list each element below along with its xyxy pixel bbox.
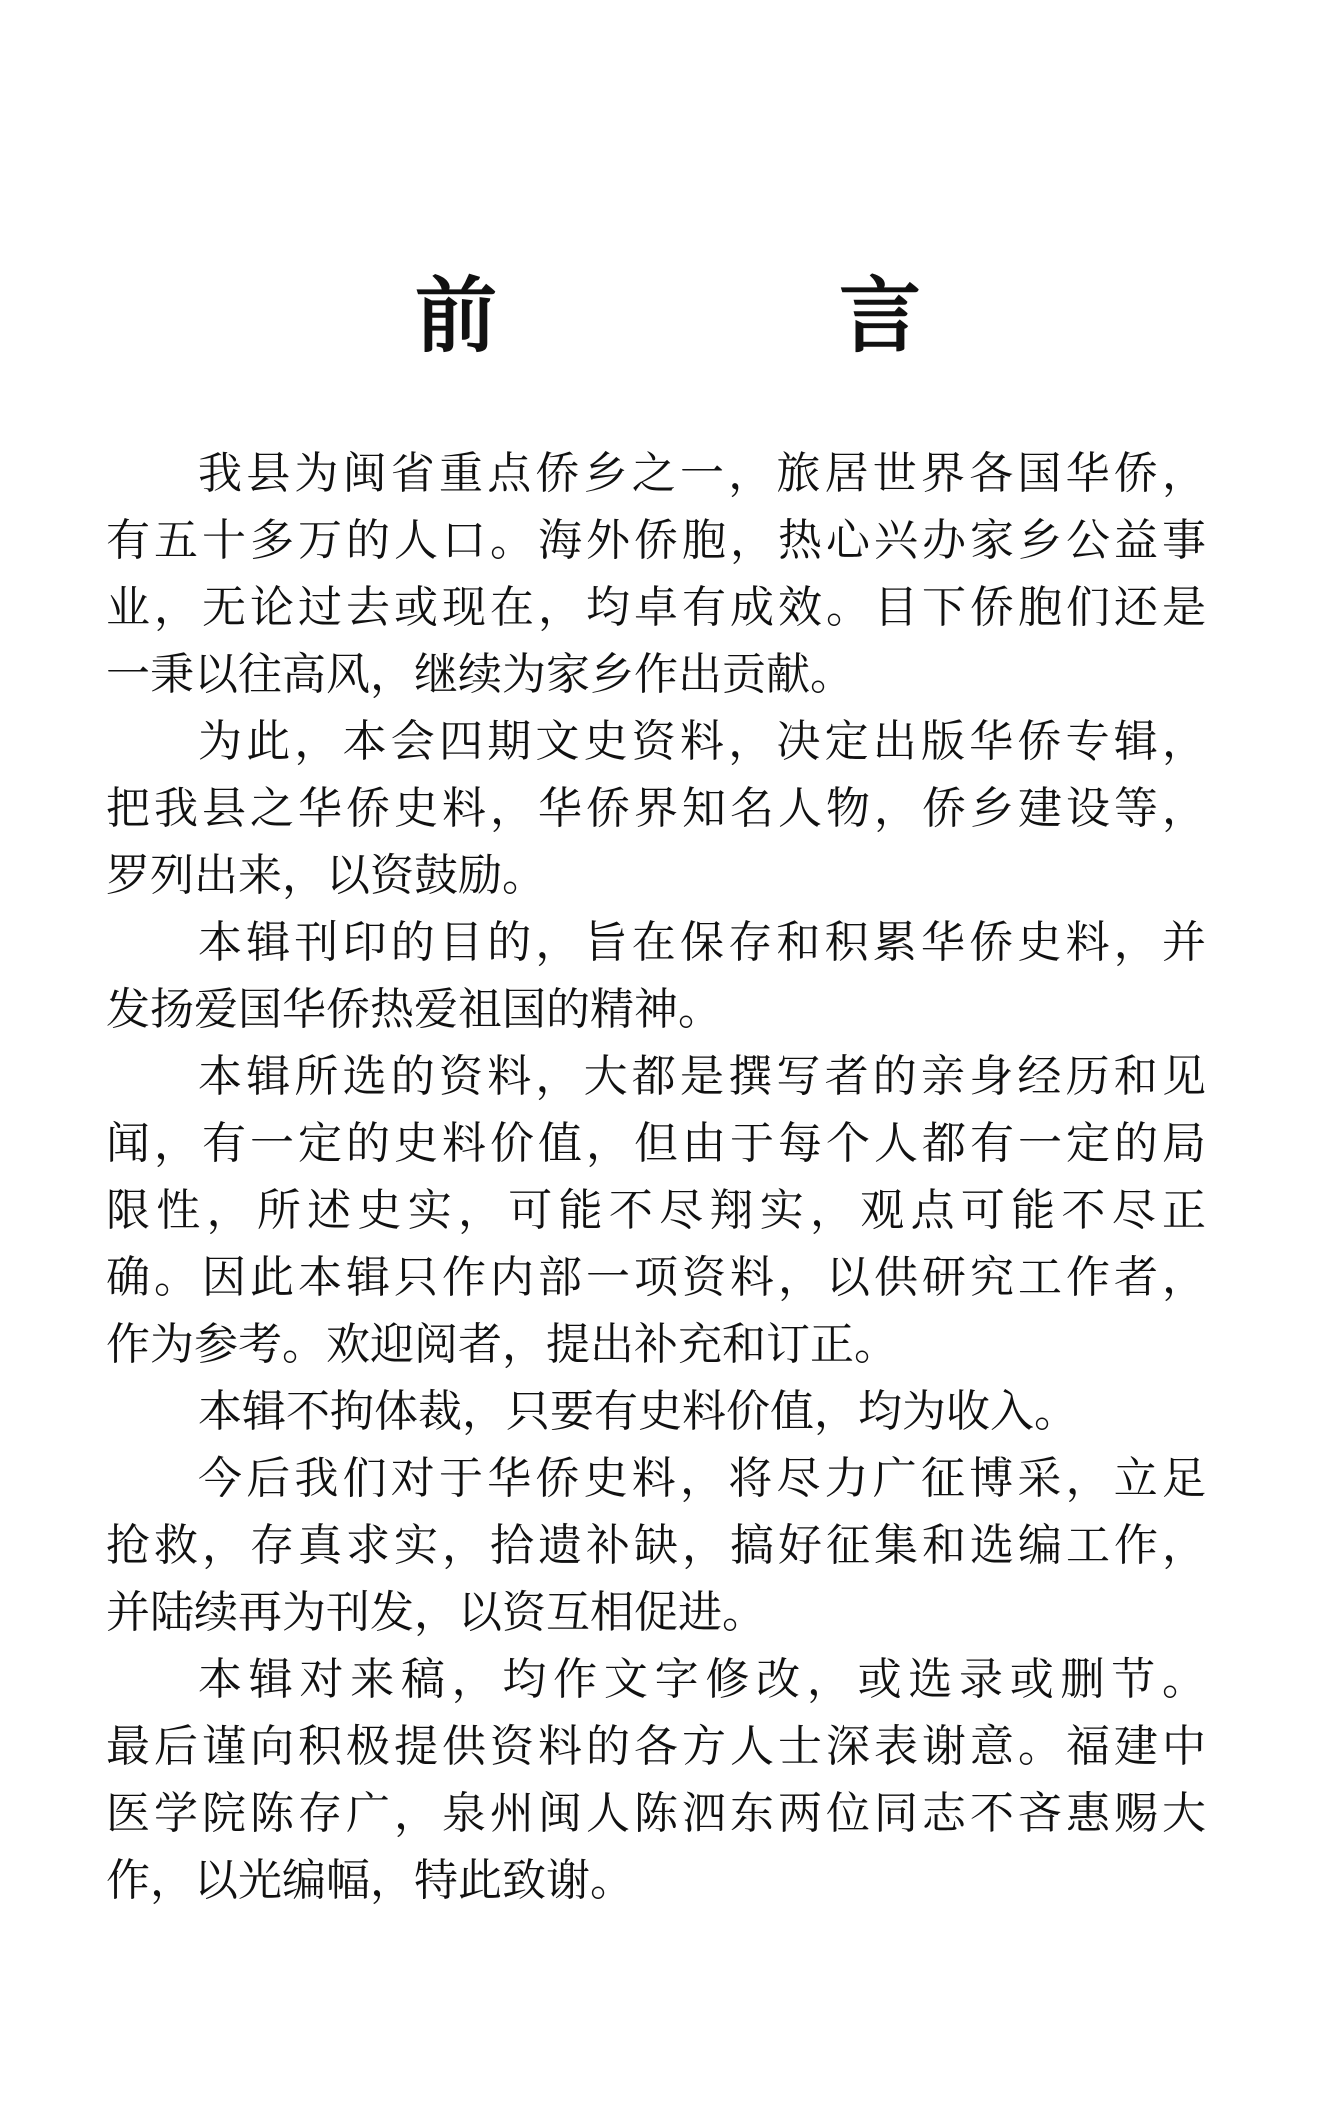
text-line: 确。因此本辑只作内部一项资料，以供研究工作者， (106, 1252, 1206, 1303)
text-line: 抢救，存真求实，拾遗补缺，搞好征集和选编工作， (106, 1520, 1206, 1571)
page-title: 前 言 (414, 268, 1051, 364)
text-line: 本辑不拘体裁，只要有史料价值，均为收入。 (198, 1386, 1078, 1437)
text-line: 闻，有一定的史料价值，但由于每个人都有一定的局 (106, 1118, 1206, 1169)
text-line: 作为参考。欢迎阅者，提出补充和订正。 (106, 1319, 898, 1370)
text-line: 我县为闽省重点侨乡之一，旅居世界各国华侨， (198, 448, 1206, 499)
text-line: 并陆续再为刊发，以资互相促进。 (106, 1587, 766, 1638)
text-line: 医学院陈存广，泉州闽人陈泗东两位同志不吝惠赐大 (106, 1788, 1206, 1839)
text-line: 限性，所述史实，可能不尽翔实，观点可能不尽正 (106, 1185, 1206, 1236)
text-line: 有五十多万的人口。海外侨胞，热心兴办家乡公益事 (106, 515, 1206, 566)
preface-body (106, 440, 1206, 1914)
text-line: 业，无论过去或现在，均卓有成效。目下侨胞们还是 (106, 582, 1206, 633)
text-line: 本辑对来稿，均作文字修改，或选录或删节。 (198, 1654, 1206, 1705)
text-line: 发扬爱国华侨热爱祖国的精神。 (106, 984, 722, 1035)
text-line: 本辑刊印的目的，旨在保存和积累华侨史料，并 (198, 917, 1206, 968)
text-line: 本辑所选的资料，大都是撰写者的亲身经历和见 (198, 1051, 1206, 1102)
text-line: 今后我们对于华侨史料，将尽力广征博采，立足 (198, 1453, 1206, 1504)
text-line: 作，以光编幅，特此致谢。 (106, 1855, 634, 1906)
text-line: 罗列出来，以资鼓励。 (106, 850, 546, 901)
text-line: 一秉以往高风，继续为家乡作出贡献。 (106, 649, 854, 700)
text-line: 把我县之华侨史料，华侨界知名人物，侨乡建设等， (106, 783, 1206, 834)
text-line: 为此，本会四期文史资料，决定出版华侨专辑， (198, 716, 1206, 767)
text-line: 最后谨向积极提供资料的各方人士深表谢意。福建中 (106, 1721, 1206, 1772)
